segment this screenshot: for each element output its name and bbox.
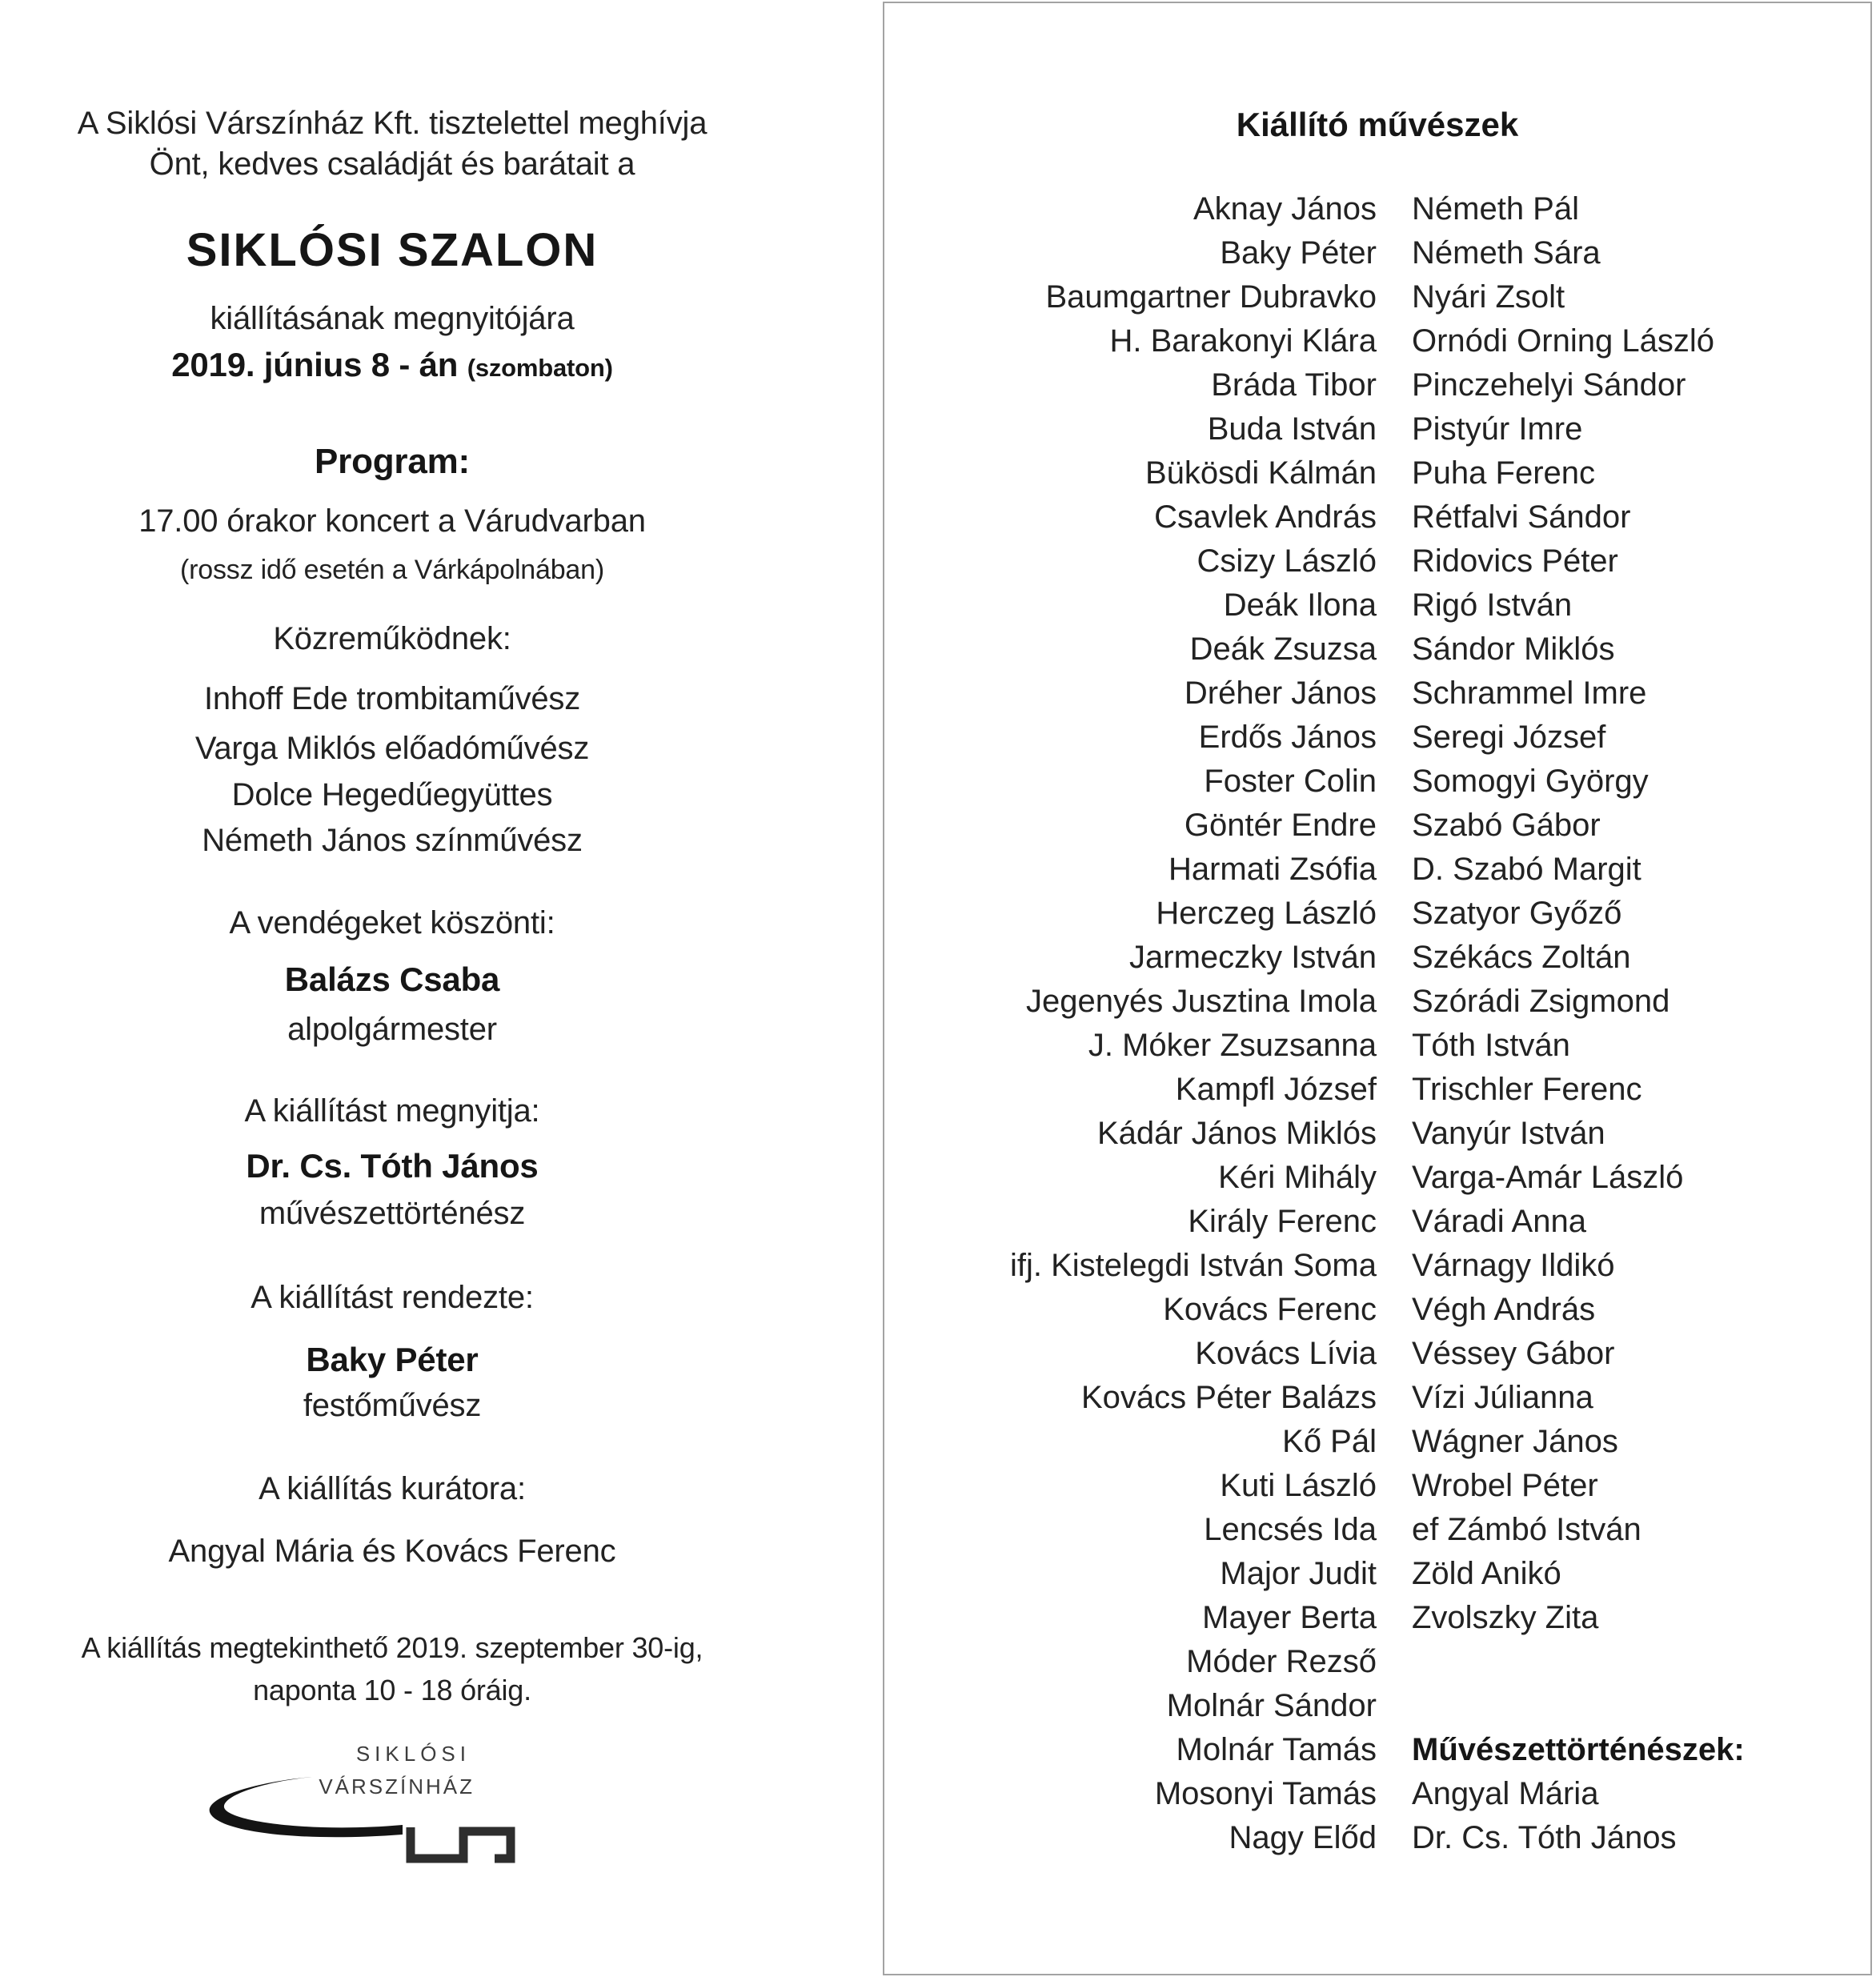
artist-name: Buda István: [1207, 411, 1377, 447]
artist-name: Ridovics Péter: [1412, 543, 1618, 579]
greeting-role: alpolgármester: [287, 1012, 497, 1047]
artist-name: Pinczehelyi Sándor: [1412, 367, 1686, 403]
artist-name: Váradi Anna: [1412, 1204, 1586, 1239]
artist-name: Jarmeczky István: [1129, 940, 1377, 975]
historian-name: Dr. Cs. Tóth János: [1412, 1820, 1677, 1855]
viewing-line-2: naponta 10 - 18 óráig.: [253, 1674, 531, 1706]
artist-name: Kéri Mihály: [1218, 1160, 1377, 1195]
artist-name: Wrobel Péter: [1412, 1468, 1598, 1503]
artist-name: Székács Zoltán: [1412, 940, 1631, 975]
contributor: Inhoff Ede trombitaművész: [203, 681, 581, 716]
artist-name: Vízi Júlianna: [1412, 1380, 1593, 1415]
historian-name: Angyal Mária: [1412, 1776, 1599, 1811]
artist-name: Kuti László: [1220, 1468, 1377, 1503]
artist-name: Pistyúr Imre: [1412, 411, 1583, 447]
artist-name: Nagy Előd: [1229, 1820, 1377, 1855]
invitation-panel: [0, 0, 800, 1985]
artist-name: Baky Péter: [1220, 235, 1377, 271]
artist-name: Szórádi Zsigmond: [1412, 984, 1670, 1019]
artist-name: ef Zámbó István: [1412, 1512, 1642, 1547]
program-line: 17.00 órakor koncert a Várudvarban: [138, 503, 646, 539]
organizer-name: Baky Péter: [306, 1341, 479, 1378]
artist-name: Csizy László: [1197, 543, 1377, 579]
artist-name: Puha Ferenc: [1412, 455, 1596, 491]
program-heading: Program:: [315, 442, 470, 481]
artist-name: Várnagy Ildikó: [1412, 1248, 1615, 1283]
artist-name: Szabó Gábor: [1412, 808, 1601, 843]
artist-name: Wágner János: [1412, 1424, 1618, 1459]
artist-name: Kádár János Miklós: [1096, 1116, 1377, 1151]
artist-name: Schrammel Imre: [1412, 676, 1647, 711]
opening-name: Dr. Cs. Tóth János: [246, 1147, 539, 1185]
artist-name: Rétfalvi Sándor: [1412, 499, 1631, 535]
historians-heading: Művészettörténészek:: [1412, 1732, 1745, 1767]
artist-name: Zöld Anikó: [1412, 1556, 1561, 1591]
opening-role: művészettörténész: [259, 1196, 526, 1231]
artist-name: H. Barakonyi Klára: [1109, 323, 1377, 359]
exhibition-subtitle: kiállításának megnyitójára: [210, 301, 575, 336]
contributor: Németh János színművész: [202, 823, 583, 858]
curator-names: Angyal Mária és Kovács Ferenc: [168, 1534, 616, 1569]
artist-name: Lencsés Ida: [1204, 1512, 1377, 1547]
artists-column-left: [892, 187, 1377, 1860]
artist-name: Dréher János: [1184, 676, 1377, 711]
contributor: Varga Miklós előadóművész: [194, 731, 590, 766]
artist-name: J. Móker Zsuzsanna: [1088, 1028, 1377, 1063]
artist-name: Kovács Lívia: [1195, 1336, 1377, 1371]
artist-name: Csavlek András: [1154, 499, 1377, 535]
artists-column-right: [1412, 187, 1868, 1640]
curator-heading: A kiállítás kurátora:: [259, 1471, 526, 1506]
artist-name: Foster Colin: [1204, 764, 1377, 799]
artist-name: Harmati Zsófia: [1168, 852, 1377, 887]
logo-text-line-2: VÁRSZÍNHÁZ: [319, 1774, 475, 1799]
artist-name: Molnár Tamás: [1176, 1732, 1377, 1767]
logo-text-line-1: SIKLÓSI: [355, 1742, 471, 1766]
artist-name: Zvolszky Zita: [1412, 1600, 1599, 1635]
artist-name: D. Szabó Margit: [1412, 852, 1642, 887]
program-note: (rossz idő esetén a Várkápolnában): [180, 555, 604, 585]
artist-name: Varga-Amár László: [1412, 1160, 1684, 1195]
event-date: [0, 346, 784, 384]
historians-block: [1412, 1728, 1868, 1860]
artist-name: Mosonyi Tamás: [1154, 1776, 1377, 1811]
event-date-main: 2019. június 8 - án: [171, 346, 459, 383]
artist-name: Kovács Ferenc: [1163, 1292, 1377, 1327]
artist-name: Szatyor Győző: [1412, 896, 1622, 931]
artist-name: Bráda Tibor: [1211, 367, 1377, 403]
artist-name: Móder Rezső: [1186, 1644, 1377, 1679]
artist-name: Tóth István: [1412, 1028, 1570, 1063]
artist-name: Kovács Péter Balázs: [1080, 1380, 1377, 1415]
artist-name: Bükösdi Kálmán: [1144, 455, 1377, 491]
artist-name: Németh Sára: [1412, 235, 1601, 271]
artist-name: Major Judit: [1220, 1556, 1377, 1591]
artist-name: Rigó István: [1412, 587, 1573, 623]
viewing-line-1: A kiállítás megtekinthető 2019. szeptember 30-ig,: [81, 1631, 704, 1664]
artist-name: Baumgartner Dubravko: [1045, 279, 1377, 315]
greeting-name: Balázs Csaba: [284, 960, 500, 998]
contributor: Dolce Hegedűegyüttes: [231, 777, 553, 812]
artist-name: Véssey Gábor: [1412, 1336, 1615, 1371]
artists-heading: Kiállító művészek: [1236, 106, 1519, 143]
artist-name: Mayer Berta: [1202, 1600, 1377, 1635]
artist-name: Göntér Endre: [1184, 808, 1377, 843]
artist-name: Kő Pál: [1282, 1424, 1377, 1459]
intro-line-2: Önt, kedves családját és barátait a: [149, 146, 635, 182]
artist-name: Aknay János: [1193, 191, 1377, 227]
event-date-note: (szombaton): [467, 354, 613, 382]
artist-name: Somogyi György: [1412, 764, 1649, 799]
siklosi-varszinhaz-logo-icon: [192, 1713, 528, 1881]
organizer-heading: A kiállítást rendezte:: [251, 1280, 534, 1315]
organizer-role: festőművész: [303, 1388, 482, 1423]
artist-name: Király Ferenc: [1188, 1204, 1377, 1239]
artist-name: Nyári Zsolt: [1412, 279, 1565, 315]
greeting-heading: A vendégeket köszönti:: [229, 905, 555, 940]
artist-name: Erdős János: [1198, 720, 1377, 755]
artists-panel: [883, 2, 1872, 1975]
artist-name: Deák Ilona: [1223, 587, 1377, 623]
logo-castle-plan-icon: [411, 1827, 511, 1859]
artist-name: Ornódi Orning László: [1412, 323, 1714, 359]
exhibition-title: SIKLÓSI SZALON: [186, 224, 599, 276]
artist-name: Herczeg László: [1156, 896, 1377, 931]
artist-name: Molnár Sándor: [1166, 1688, 1377, 1723]
artist-name: Seregi József: [1412, 720, 1606, 755]
artist-name: Sándor Miklós: [1412, 632, 1615, 667]
artist-name: Németh Pál: [1412, 191, 1579, 227]
artist-name: Vanyúr István: [1412, 1116, 1605, 1151]
artist-name: ifj. Kistelegdi István Soma: [1010, 1248, 1377, 1283]
artist-name: Kampfl József: [1175, 1072, 1377, 1107]
artist-name: Jegenyés Jusztina Imola: [1025, 984, 1377, 1019]
artist-name: Végh András: [1412, 1292, 1596, 1327]
contributors-heading: Közreműködnek:: [273, 621, 511, 656]
opening-heading: A kiállítást megnyitja:: [244, 1093, 540, 1129]
artist-name: Deák Zsuzsa: [1189, 632, 1377, 667]
intro-line-1: A Siklósi Várszínház Kft. tisztelettel meghívja: [77, 106, 708, 141]
artist-name: Trischler Ferenc: [1412, 1072, 1642, 1107]
